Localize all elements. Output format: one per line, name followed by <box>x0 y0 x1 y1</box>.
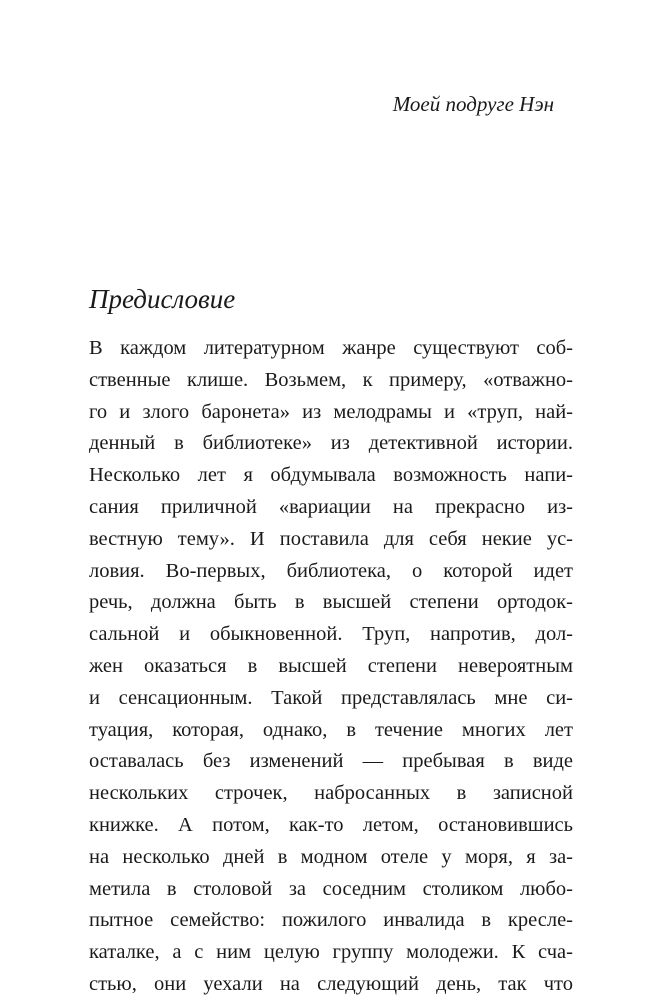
text-line: вестную тему». И поставила для себя некие ус- <box>89 527 573 550</box>
text-line: каталке, а с ним целую группу молодежи. К сча- <box>89 941 573 964</box>
text-line: го и злого баронета» из мелодрамы и «труп, най- <box>89 400 573 423</box>
body-text <box>89 333 573 1001</box>
text-line: пытное семейство: пожилого инвалида в кресле- <box>89 909 573 932</box>
text-line: В каждом литературном жанре существуют соб- <box>89 337 573 359</box>
text-line: речь, должна быть в высшей степени ортодок- <box>89 591 573 614</box>
text-line: туация, которая, однако, в течение многих лет <box>89 718 573 741</box>
text-line: на несколько дней в модном отеле у моря, я за- <box>89 845 573 868</box>
text-line: ловия. Во-первых, библиотека, о которой идет <box>89 559 573 582</box>
text-line: Несколько лет я обдумывала возможность напи- <box>89 464 573 487</box>
text-line: ственные клише. Возьмем, к примеру, «отважно- <box>89 368 573 391</box>
text-line: оставалась без изменений — пребывая в виде <box>89 750 573 773</box>
dedication: Моей подруге Нэн <box>392 92 554 116</box>
text-line: денный в библиотеке» из детективной истории. <box>89 432 573 455</box>
text-line: сания приличной «вариации на прекрасно из- <box>89 495 573 518</box>
text-line: нескольких строчек, набросанных в записной <box>89 782 573 805</box>
chapter-heading: Предисловие <box>89 284 236 314</box>
text-line: сальной и обыкновенной. Труп, напротив, дол- <box>89 623 573 646</box>
text-line: книжке. А потом, как-то летом, остановившись <box>89 813 573 836</box>
text-line: и сенсационным. Такой представлялась мне си- <box>89 686 573 709</box>
text-line: стью, они уехали на следующий день, так что <box>89 972 573 995</box>
text-line: жен оказаться в высшей степени невероятным <box>89 654 573 677</box>
text-line: метила в столовой за соседним столиком любо- <box>89 877 573 900</box>
